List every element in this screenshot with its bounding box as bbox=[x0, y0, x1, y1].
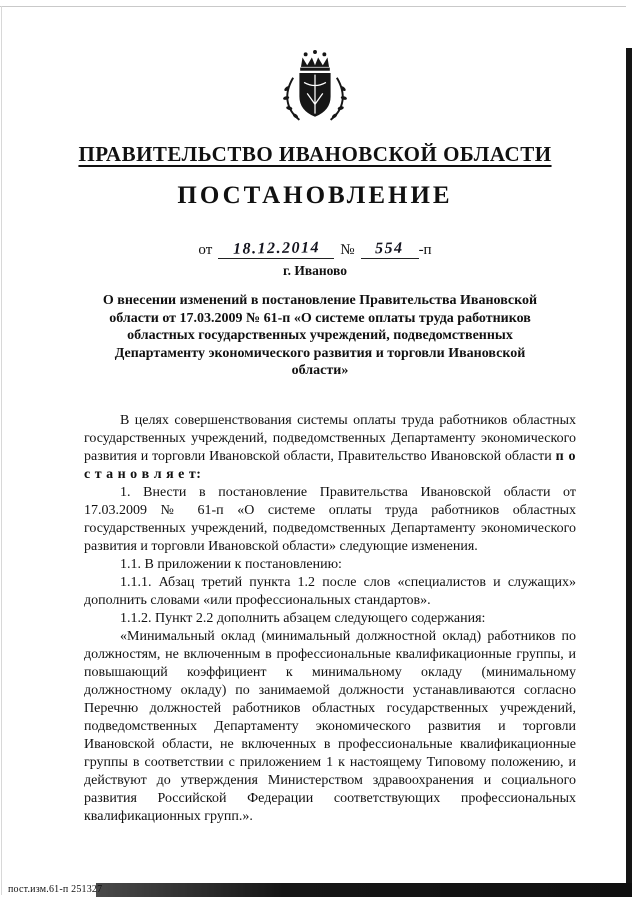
number-handwritten-value: 554 bbox=[375, 239, 404, 258]
body-paragraph: «Минимальный оклад (минимальный должностной оклад) работников по должностям, не включенным в профессиональные квалификационные группы, и повышающий коэффициент к минимальному окладу (минимальному должностному окладу) по занимаемой должности устанавливаются согласно Перечню должностей работников областных государственных учреждений, подведомственных Департаменту экономического развития и торговли Ивановской области, не включенных в профессиональные квалификационные группы в соответствии с приложением 1 к настоящему Типовому положению, и действуют до утверждения Министерством здравоохранения и социального развития Российской Федерации соответствующих профессиональных квалификационных групп.». bbox=[84, 629, 576, 824]
scan-edge-bottom bbox=[96, 883, 632, 897]
date-handwritten-value: 18.12.2014 bbox=[232, 239, 320, 258]
document-body bbox=[84, 412, 576, 826]
body-paragraph: 1. Внести в постановление Правительства Ивановской области от 17.03.2009 № 61-п «О системе оплаты труда работников областных государственных учреждений, подведомственных Департаменту экономического развития и торговли Ивановской области» следующие изменения. bbox=[84, 485, 576, 554]
ivanovo-coat-of-arms-icon bbox=[0, 48, 630, 139]
government-title: ПРАВИТЕЛЬСТВО ИВАНОВСКОЙ ОБЛАСТИ bbox=[78, 142, 552, 166]
body-paragraph: 1.1.2. Пункт 2.2 дополнить абзацем следующего содержания: bbox=[120, 611, 486, 626]
scan-edge-right bbox=[626, 48, 632, 893]
scan-edge-left bbox=[1, 6, 2, 895]
number-suffix-label: -п bbox=[418, 242, 432, 258]
number-sign-label: № bbox=[340, 242, 355, 258]
body-paragraph bbox=[84, 412, 576, 484]
footer-reference: пост.изм.61-п 251327 bbox=[8, 884, 103, 895]
scan-edge-top bbox=[0, 6, 626, 7]
date-prefix-label: от bbox=[198, 242, 213, 258]
paragraph-text: В целях совершенствования системы оплаты труда работников областных государственных учреждений, подведомственных Департаменту экономического развития и торговли Ивановской области, Правительство Ивановской области bbox=[84, 413, 576, 464]
city-label: г. Иваново bbox=[282, 263, 348, 278]
date-blank-line bbox=[218, 240, 334, 259]
body-paragraph: 1.1.1. Абзац третий пункта 1.2 после слов «специалистов и служащих» дополнить словами «или профессиональных стандартов». bbox=[84, 575, 576, 608]
number-blank-line bbox=[361, 240, 419, 259]
body-paragraph: 1.1. В приложении к постановлению: bbox=[120, 557, 342, 572]
document-type-title: ПОСТАНОВЛЕНИЕ bbox=[177, 182, 453, 209]
subject-title: О внесении изменений в постановление Правительства Ивановской области от 17.03.2009 № 61-п «О системе оплаты труда работников областных государственных учреждений, подведомственных Департаменту экономического развития и торговли Ивановской области» bbox=[102, 293, 538, 378]
decree-emphasis-text: п о с т а н о в л я е т: bbox=[84, 449, 576, 482]
date-number-line bbox=[0, 240, 630, 259]
